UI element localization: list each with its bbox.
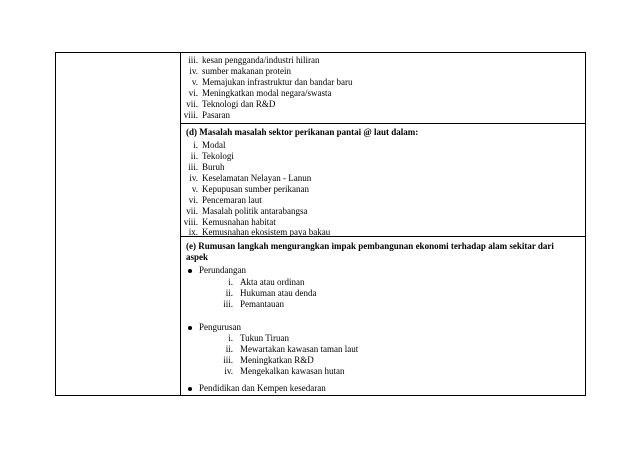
item-text: Tekologi — [202, 151, 234, 161]
item-number: iv. — [224, 366, 233, 376]
item-text: sumber makanan protein — [202, 66, 291, 76]
item-text: Kepupusan sumber perikanan — [202, 184, 309, 194]
bullet-icon — [188, 387, 192, 391]
bullet-icon — [188, 269, 192, 273]
item-number: ii. — [225, 344, 233, 354]
item-number: v. — [191, 77, 198, 87]
item-number: iii. — [188, 162, 198, 172]
item-text: Pasaran — [202, 110, 230, 120]
table-border-top — [55, 52, 586, 53]
item-number: iii. — [223, 355, 233, 365]
item-number: ix. — [188, 227, 198, 237]
item-number: vii. — [186, 99, 198, 109]
item-number: iii. — [188, 55, 198, 65]
item-text: Memajukan infrastruktur dan bandar baru — [202, 77, 353, 87]
item-number: iii. — [223, 299, 233, 309]
bullet-title: Perundangan — [199, 265, 246, 275]
item-text: Meningkatkan modal negara/swasta — [202, 88, 332, 98]
table-border-right — [585, 52, 586, 396]
item-text: Akta atau ordinan — [240, 277, 305, 287]
item-text: Kemusnahan ekosistem paya bakau — [202, 227, 331, 237]
item-number: v. — [191, 184, 198, 194]
item-number: i. — [193, 140, 198, 150]
table-border-bottom — [55, 395, 586, 396]
item-text: Hukuman atau denda — [240, 288, 317, 298]
table-border-left — [55, 52, 56, 396]
bullet-title: Pendidikan dan Kempen kesedaran — [199, 383, 326, 393]
item-number: ii. — [225, 288, 233, 298]
item-number: ii. — [190, 151, 198, 161]
item-number: i. — [228, 277, 233, 287]
item-text: Kemusnahan habitat — [202, 217, 276, 227]
item-text: Keselamatan Nelayan - Lanun — [202, 173, 312, 183]
item-text: Mengekalkan kawasan hutan — [240, 366, 345, 376]
item-text: Tukun Tiruan — [240, 333, 289, 343]
item-number: iv. — [189, 66, 198, 76]
bullet-title: Pengurusan — [199, 322, 241, 332]
bullet-icon — [188, 326, 192, 330]
item-number: vii. — [186, 206, 198, 216]
item-number: vi. — [188, 195, 198, 205]
item-number: viii. — [183, 110, 198, 120]
item-text: Meningkatkan R&D — [240, 355, 314, 365]
item-number: iv. — [189, 173, 198, 183]
item-number: viii. — [183, 217, 198, 227]
item-text: Pemantauan — [240, 299, 284, 309]
item-number: vi. — [188, 88, 198, 98]
item-text: kesan pengganda/industri hiliran — [202, 55, 320, 65]
item-text: Buruh — [202, 162, 225, 172]
section-e-heading-line2: aspek — [186, 252, 209, 262]
item-number: i. — [228, 333, 233, 343]
item-text: Teknologi dan R&D — [202, 99, 276, 109]
item-text: Mewartakan kawasan taman laut — [240, 344, 359, 354]
section-d-heading: (d) Masalah masalah sektor perikanan pantai @ laut dalam: — [186, 127, 419, 137]
item-text: Pencemaran laut — [202, 195, 262, 205]
row-divider-c-d — [180, 123, 586, 124]
item-text: Modal — [202, 140, 226, 150]
section-e-heading-line1: (e) Rumusan langkah mengurangkan impak pembangunan ekonomi terhadap alam sekitar dari — [186, 241, 554, 251]
item-text: Masalah politik antarabangsa — [202, 206, 308, 216]
